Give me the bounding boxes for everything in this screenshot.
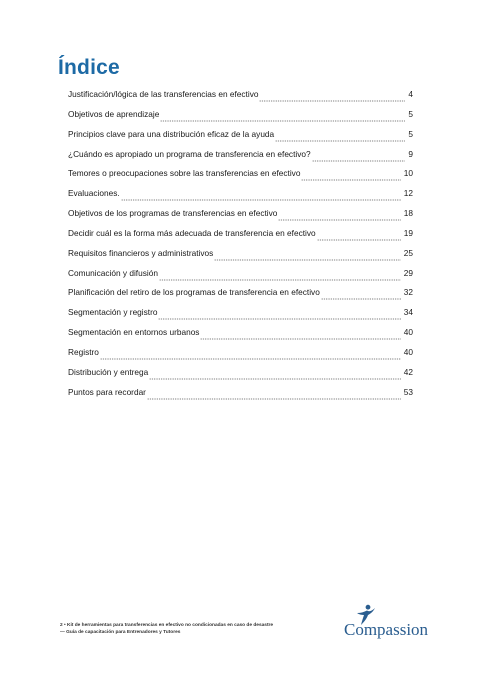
- toc-entry[interactable]: [68, 149, 413, 168]
- toc-leader-dots: [317, 239, 401, 241]
- toc-entry-text: Principios clave para una distribución eficaz de la ayuda: [68, 128, 275, 139]
- toc-entry[interactable]: [68, 287, 413, 306]
- toc-entry-page: 53: [403, 386, 413, 397]
- toc-leader-dots: [158, 318, 400, 320]
- toc-entry-text: Objetivos de los programas de transferencias en efectivo: [68, 208, 278, 219]
- toc-entry-text: Segmentación y registro: [68, 307, 158, 318]
- toc-entry[interactable]: [68, 347, 413, 366]
- toc-entry[interactable]: [68, 208, 413, 227]
- toc-entry-text: Distribución y entrega: [68, 366, 149, 377]
- toc-entry-text: ¿Cuándo es apropiado un programa de transferencia en efectivo?: [68, 148, 311, 159]
- toc-entry-page: 10: [403, 168, 413, 179]
- toc-entry[interactable]: [68, 327, 413, 346]
- toc-entry[interactable]: [68, 387, 413, 406]
- toc-entry-text: Requisitos financieros y administrativos: [68, 247, 214, 258]
- toc-leader-dots: [160, 120, 405, 122]
- toc-leader-dots: [149, 378, 401, 380]
- toc-entry[interactable]: [68, 228, 413, 247]
- toc-entry-text: Objetivos de aprendizaje: [68, 108, 160, 119]
- toc-entry[interactable]: [68, 109, 413, 128]
- toc-entry-page: 19: [403, 227, 413, 238]
- toc-leader-dots: [278, 219, 400, 221]
- toc-leader-dots: [214, 259, 401, 261]
- toc-leader-dots: [312, 160, 406, 162]
- toc-leader-dots: [147, 398, 401, 400]
- toc-leader-dots: [259, 100, 405, 102]
- toc-entry-page: 5: [408, 108, 413, 119]
- page-footer: [60, 622, 340, 636]
- toc-leader-dots: [301, 179, 400, 181]
- toc-entry[interactable]: [68, 248, 413, 267]
- toc-entry-text: Puntos para recordar: [68, 386, 146, 397]
- toc-entry-text: Segmentación en entornos urbanos: [68, 327, 200, 338]
- toc-entry-text: Evaluaciones.: [68, 188, 120, 199]
- toc-entry[interactable]: [68, 188, 413, 207]
- footer-line-1: 2 • Kit de herramientas para transferencias en efectivo no condicionadas en caso de desastre: [60, 623, 274, 628]
- toc-leader-dots: [100, 358, 401, 360]
- toc-entry-text: Temores o preocupaciones sobre las transferencias en efectivo: [68, 168, 301, 179]
- toc-entry-page: 12: [403, 188, 413, 199]
- toc-entry[interactable]: [68, 307, 413, 326]
- toc-entry[interactable]: [68, 89, 413, 108]
- toc-entry-text: Registro: [68, 346, 99, 357]
- toc-entry-text: Justificación/lógica de las transferencias en efectivo: [68, 89, 259, 99]
- compassion-logo: [344, 604, 436, 644]
- toc-leader-dots: [121, 199, 401, 201]
- toc-leader-dots: [159, 279, 401, 281]
- toc-entry-page: 42: [403, 366, 413, 377]
- toc-entry-text: Comunicación y difusión: [68, 267, 158, 278]
- toc-entry[interactable]: [68, 129, 413, 148]
- toc-entry-page: 29: [403, 267, 413, 278]
- toc-leader-dots: [275, 140, 405, 142]
- toc-entry-text: Planificación del retiro de los programas de transferencia en efectivo: [68, 287, 320, 298]
- toc-entry-page: 18: [403, 208, 413, 219]
- compassion-wordmark: Compassion: [344, 620, 429, 639]
- toc-leader-dots: [200, 338, 400, 340]
- table-of-contents: [68, 89, 413, 407]
- toc-entry-page: 32: [403, 287, 413, 298]
- toc-entry[interactable]: [68, 168, 413, 187]
- page-title: Índice: [58, 56, 120, 79]
- toc-entry-page: 9: [408, 148, 413, 159]
- footer-line-2: — Guía de capacitación para Entrenadores y Tutores: [60, 630, 181, 635]
- toc-entry[interactable]: [68, 268, 413, 287]
- toc-entry-page: 4: [408, 89, 413, 99]
- toc-entry-page: 40: [403, 346, 413, 357]
- toc-entry-page: 40: [403, 327, 413, 338]
- toc-entry-page: 25: [403, 247, 413, 258]
- toc-entry[interactable]: [68, 367, 413, 386]
- toc-entry-page: 34: [403, 307, 413, 318]
- toc-entry-page: 5: [408, 128, 413, 139]
- toc-entry-text: Decidir cuál es la forma más adecuada de transferencia en efectivo: [68, 227, 316, 238]
- toc-leader-dots: [321, 298, 401, 300]
